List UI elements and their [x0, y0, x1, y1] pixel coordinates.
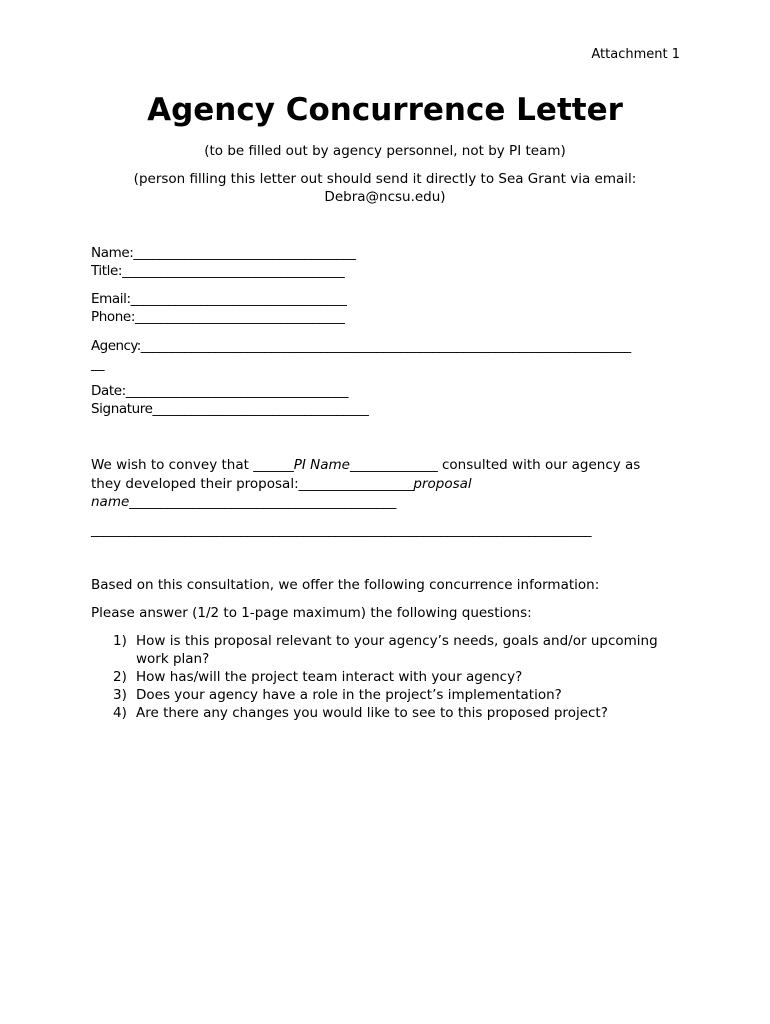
page-title: Agency Concurrence Letter [147, 92, 623, 128]
list-item [91, 704, 681, 722]
pi-name-placeholder: PI Name [293, 457, 350, 473]
attachment-label: Attachment 1 [591, 47, 680, 62]
list-item [91, 632, 681, 668]
instruction-line-2: Debra@ncsu.edu) [324, 189, 446, 205]
statement-line-1 [91, 457, 640, 473]
question-number: 1) [113, 633, 127, 649]
list-item [91, 686, 681, 704]
agency-field: Agency:_______________________________________________________________________________ [91, 338, 631, 354]
statement-text: We wish to convey that ______ [91, 457, 294, 473]
date-field: Date:___________________________________ [91, 383, 349, 399]
question-text: How is this proposal relevant to your agency’s needs, goals and/or upcoming work plan? [136, 633, 658, 667]
statement-text: _____________ consulted with our agency as [349, 457, 641, 473]
agency-field-wrap: __ [91, 356, 105, 372]
statement-text: they developed their proposal:_________________ [91, 476, 414, 492]
please-answer-paragraph: Please answer (1/2 to 1-page maximum) the following questions: [91, 605, 532, 621]
question-number: 3) [113, 687, 127, 703]
question-number: 4) [113, 705, 127, 721]
list-item [91, 668, 681, 686]
question-text: Does your agency have a role in the project’s implementation? [136, 687, 562, 703]
question-number: 2) [113, 669, 127, 685]
question-text: How has/will the project team interact with your agency? [136, 669, 523, 685]
question-text: Are there any changes you would like to see to this proposed project? [136, 705, 608, 721]
statement-blank-line: ________________________________________________________________________________ [91, 522, 591, 538]
questions-list [91, 632, 681, 722]
signature-field: Signature__________________________________ [91, 401, 369, 417]
statement-blank: __________________________________________ [129, 494, 396, 510]
proposal-placeholder: proposal [413, 476, 472, 492]
proposal-name-placeholder: name [91, 494, 130, 510]
title-field: Title:___________________________________ [91, 263, 345, 279]
phone-field: Phone:_________________________________ [91, 309, 345, 325]
email-field: Email:__________________________________ [91, 291, 347, 307]
name-field: Name:___________________________________ [91, 245, 356, 261]
statement-line-3 [91, 494, 396, 510]
statement-line-2 [91, 476, 472, 492]
subtitle: (to be filled out by agency personnel, not by PI team) [204, 143, 566, 159]
instruction-line-1: (person filling this letter out should send it directly to Sea Grant via email: [133, 171, 637, 187]
intro-paragraph: Based on this consultation, we offer the following concurrence information: [91, 577, 600, 593]
